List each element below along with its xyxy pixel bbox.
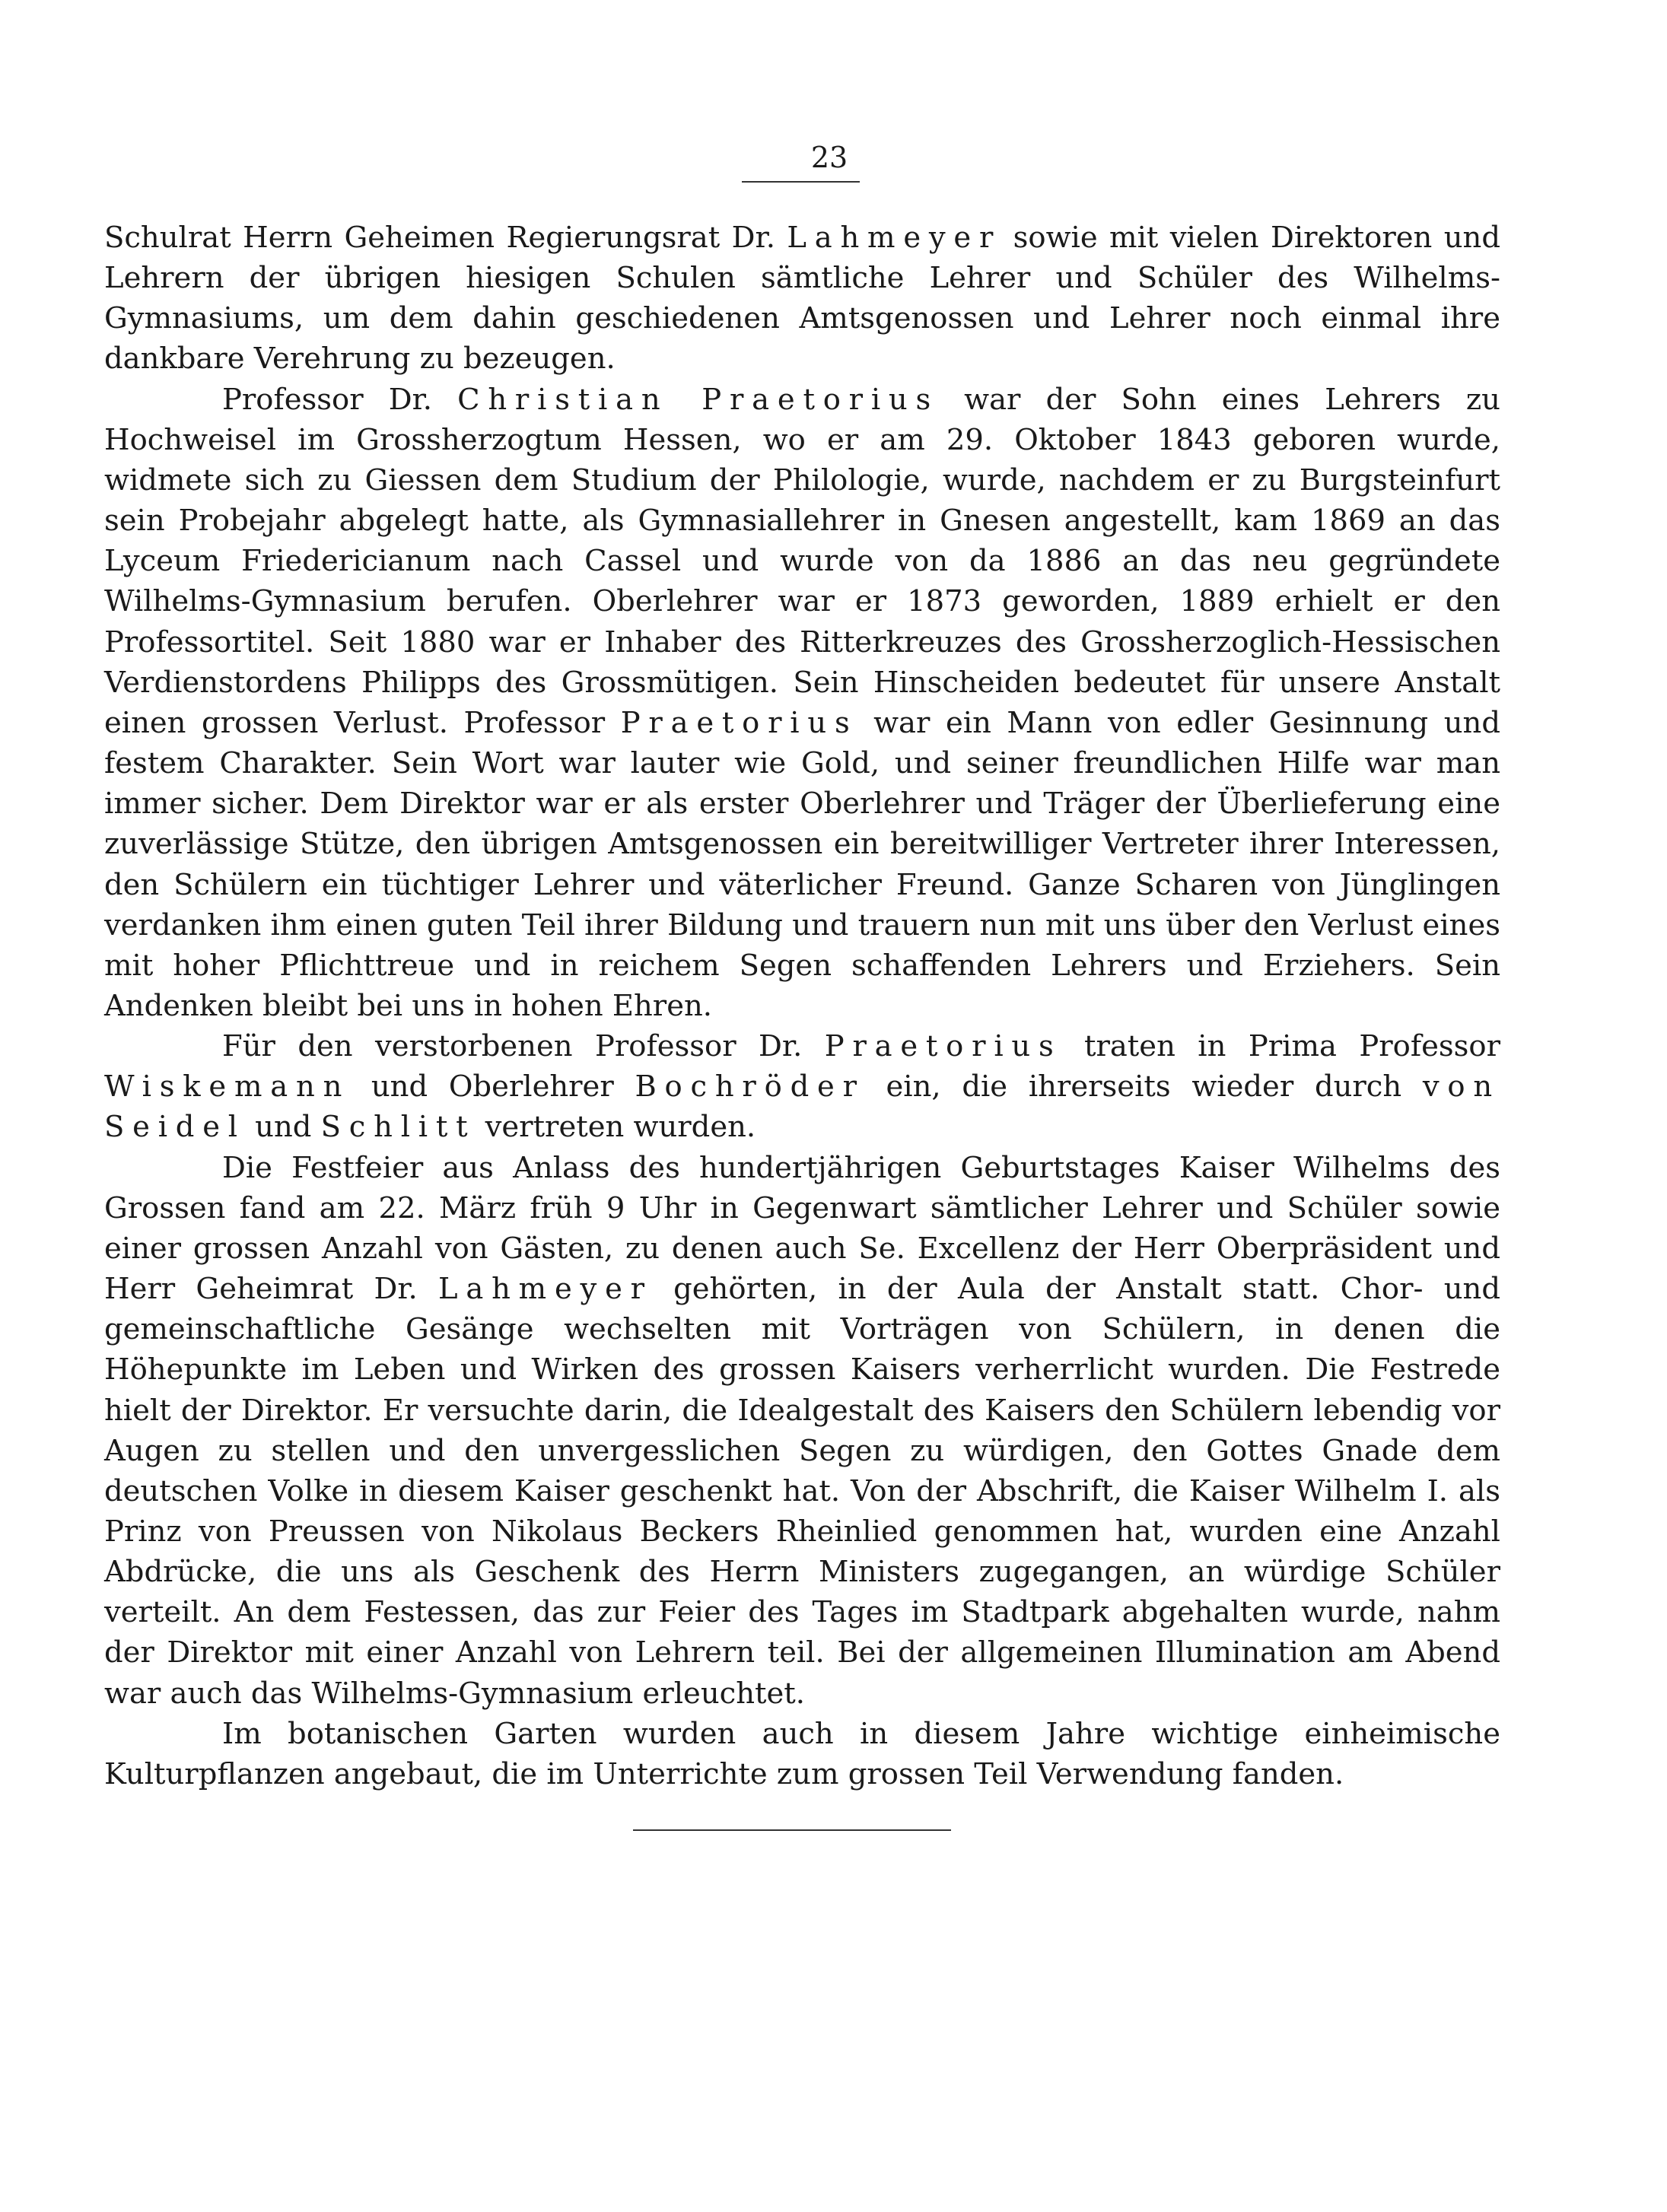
- spaced-name: von Seidel: [104, 1069, 1500, 1145]
- text-run: und: [245, 1110, 321, 1145]
- text-run: ein, die ihrerseits wieder durch: [864, 1069, 1423, 1104]
- text-run: war der Sohn eines Lehrers zu Hochweisel im Grossherzogtum Hessen, wo er am 29. Oktober 1843 geboren wurde, widmete sich zu Giessen dem Studium der Philologie, wurde, nachdem er zu Burgsteinfurt sein Probejahr abgelegt hatte, als Gymnasiallehrer in Gnesen angestellt, kam 1869 an das Lyceum Friedericianum nach Cassel und wurde von da 1886 an das neu gegründete Wilhelms-Gymnasium berufen. Oberlehrer war er 1873 geworden, 1889 erhielt er den Professortitel. Seit 1880 war er Inhaber des Ritterkreuzes des Grossherzoglich-Hessischen Verdienstordens Philipps des Grossmütigen. Sein Hinscheiden bedeutet für unsere Anstalt einen grossen Verlust. Professor: [104, 382, 1500, 740]
- text-run: war ein Mann von edler Gesinnung und festem Charakter. Sein Wort war lauter wie Gold, und seiner freundlichen Hilfe war man immer sicher. Dem Direktor war er als erster Oberlehrer und Träger der Überlieferung eine zuverlässige Stütze, den übrigen Amtsgenossen ein bereitwilliger Vertreter ihrer Interessen, den Schülern ein tüchtiger Lehrer und väterlicher Freund. Ganze Scharen von Jünglingen verdanken ihm einen guten Teil ihrer Bildung und trauern nun mit uns über den Verlust eines mit hoher Pflichttreue und in reichem Segen schaffenden Lehrers und Erziehers. Sein Andenken bleibt bei uns in hohen Ehren.: [104, 705, 1500, 1023]
- paragraph-2: [104, 380, 1500, 1027]
- paragraph-4: [104, 1148, 1500, 1714]
- spaced-name: Praetorius: [620, 705, 858, 740]
- text-run: gehörten, in der Aula der Anstalt statt. Chor- und gemeinschaftliche Gesänge wechselten mit Vorträgen von Schülern, in denen die Höhepunkte im Leben und Wirken des grossen Kaisers verherrlicht wurden. Die Festrede hielt der Direktor. Er versuchte darin, die Idealgestalt des Kaisers den Schülern lebendig vor Augen zu stellen und den unvergesslichen Segen zu würdigen, den Gottes Gnade dem deutschen Volke in diesem Kaiser geschenkt hat. Von der Abschrift, die Kaiser Wilhelm I. als Prinz von Preussen von Nikolaus Beckers Rheinlied genommen hat, wurden eine Anzahl Abdrücke, die uns als Geschenk des Herrn Ministers zugegangen, an würdige Schüler verteilt. An dem Festessen, das zur Feier des Tages im Stadtpark abgehalten wurde, nahm der Direktor mit einer Anzahl von Lehrern teil. Bei der allgemeinen Illumination am Abend war auch das Wilhelms-Gymnasium erleuchtet.: [104, 1272, 1500, 1711]
- text-run: vertreten wurden.: [476, 1110, 756, 1145]
- text-run: Im botanischen Garten wurden auch in diesem Jahre wichtige einheimische Kulturpflanzen angebaut, die im Unterrichte zum grossen Teil Verwendung fanden.: [104, 1716, 1500, 1791]
- text-run: und Oberlehrer: [350, 1069, 635, 1104]
- paragraph-5: [104, 1714, 1500, 1794]
- body-text: [104, 218, 1500, 1794]
- text-run: Die Festfeier aus Anlass des hundertjährigen Geburtstages Kaiser Wilhelms des Grossen fand am 22. März früh 9 Uhr in Gegenwart sämtlicher Lehrer und Schüler sowie einer grossen Anzahl von Gästen, zu denen auch Se. Excellenz der Herr Oberpräsident und Herr Geheimrat Dr.: [104, 1150, 1500, 1307]
- paragraph-3: [104, 1026, 1500, 1147]
- spaced-name: Bochröder: [635, 1069, 865, 1104]
- spaced-name: Wiskemann: [104, 1069, 351, 1104]
- spaced-name: Praetorius: [824, 1029, 1062, 1064]
- page-number: 23: [810, 141, 848, 174]
- spaced-name: Schlitt: [320, 1110, 476, 1145]
- spaced-name: Lahmeyer: [787, 221, 1002, 255]
- text-run: Schulrat Herrn Geheimen Regierungsrat Dr.: [104, 221, 787, 255]
- text-run: Professor Dr.: [222, 382, 458, 417]
- text-run: sowie mit vielen Direktoren und Lehrern der übrigen hiesigen Schulen sämtliche Lehrer und Schüler des Wilhelms-Gymnasiums, um dem dahin geschiedenen Amtsgenossen und Lehrer noch einmal ihre dankbare Verehrung zu bezeugen.: [104, 221, 1500, 377]
- paragraph-1: [104, 218, 1500, 380]
- text-run: Für den verstorbenen Professor Dr.: [222, 1029, 825, 1064]
- section-end-rule: [633, 1829, 951, 1831]
- spaced-name: Lahmeyer: [438, 1272, 653, 1307]
- spaced-name: Christian Praetorius: [457, 382, 940, 417]
- page-number-rule: [742, 181, 860, 183]
- text-run: traten in Prima Professor: [1061, 1029, 1500, 1064]
